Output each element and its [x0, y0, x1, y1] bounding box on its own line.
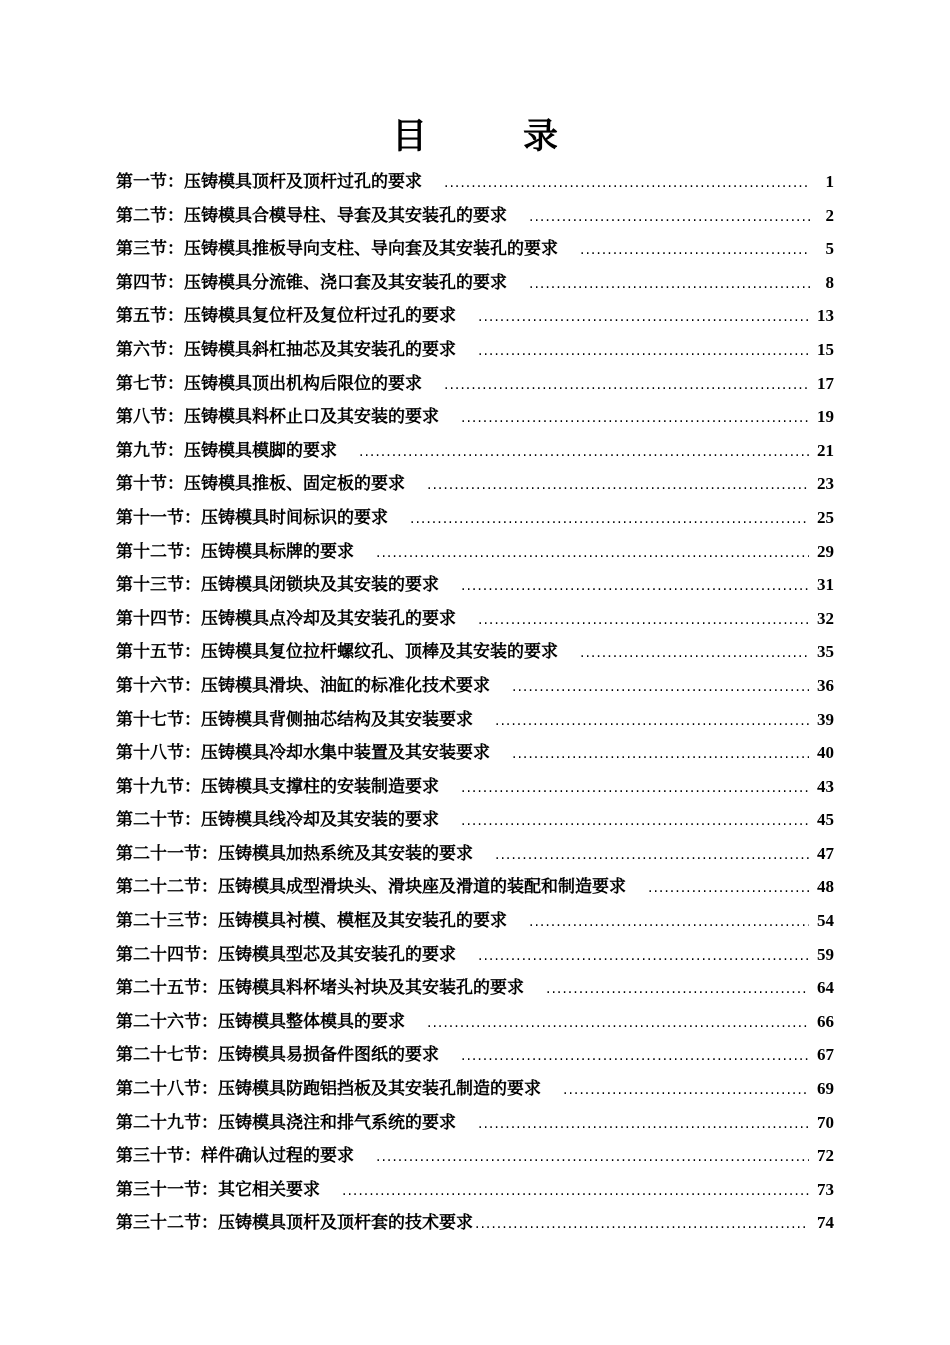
toc-entry[interactable]	[116, 333, 834, 367]
toc-page-number: 29	[817, 541, 834, 561]
toc-dot-leader	[529, 268, 810, 302]
toc-entry[interactable]	[116, 266, 834, 300]
toc-dot-leader	[376, 537, 809, 571]
toc-dot-leader	[563, 1074, 809, 1108]
toc-page-number: 25	[817, 507, 834, 527]
toc-dot-leader	[478, 1108, 809, 1142]
toc-entry[interactable]	[116, 938, 834, 972]
toc-entry[interactable]	[116, 669, 834, 703]
toc-page-number: 67	[817, 1045, 834, 1065]
toc-entry[interactable]	[116, 434, 834, 468]
toc-entry[interactable]	[116, 199, 834, 233]
toc-entry[interactable]	[116, 501, 834, 535]
toc-entry[interactable]	[116, 1005, 834, 1039]
toc-page-number: 8	[825, 272, 834, 292]
toc-entry[interactable]	[116, 299, 834, 333]
toc-entry-title: 第十九节：压铸模具支撑柱的安装制造要求	[116, 776, 439, 797]
toc-page-number: 36	[817, 675, 834, 695]
toc-entry-title: 第二节：压铸模具合模导柱、导套及其安装孔的要求	[116, 205, 507, 226]
toc-entry-title: 第二十二节：压铸模具成型滑块头、滑块座及滑道的装配和制造要求	[116, 877, 626, 898]
toc-entry[interactable]	[116, 1072, 834, 1106]
toc-entry-title: 第三十二节：压铸模具顶杆及顶杆套的技术要求	[116, 1213, 473, 1234]
toc-entry-title: 第二十节：压铸模具线冷却及其安装的要求	[116, 810, 439, 831]
toc-page-number: 31	[817, 575, 834, 595]
toc-entry[interactable]	[116, 837, 834, 871]
toc-entry-title: 第七节：压铸模具顶出机构后限位的要求	[116, 373, 422, 394]
toc-entry-title: 第十三节：压铸模具闭锁块及其安装的要求	[116, 575, 439, 596]
toc-entry-title: 第二十七节：压铸模具易损备件图纸的要求	[116, 1045, 439, 1066]
toc-dot-leader	[478, 335, 809, 369]
toc-page-number: 59	[817, 944, 834, 964]
toc-dot-leader	[529, 201, 810, 235]
toc-dot-leader	[410, 503, 809, 537]
toc-entry-title: 第二十四节：压铸模具型芯及其安装孔的要求	[116, 944, 456, 965]
toc-entry-title: 第五节：压铸模具复位杆及复位杆过孔的要求	[116, 306, 456, 327]
toc-page-number: 40	[817, 743, 834, 763]
toc-entry[interactable]	[116, 971, 834, 1005]
toc-dot-leader	[648, 872, 809, 906]
toc-entry-title: 第二十八节：压铸模具防跑铝挡板及其安装孔制造的要求	[116, 1079, 541, 1100]
toc-entry-title: 第十四节：压铸模具点冷却及其安装孔的要求	[116, 608, 456, 629]
toc-entry-title: 第三十节：样件确认过程的要求	[116, 1146, 354, 1167]
toc-entry[interactable]	[116, 602, 834, 636]
toc-entry-title: 第十八节：压铸模具冷却水集中装置及其安装要求	[116, 743, 490, 764]
toc-entry[interactable]	[116, 535, 834, 569]
toc-page-number: 43	[817, 776, 834, 796]
toc-entry-title: 第四节：压铸模具分流锥、浇口套及其安装孔的要求	[116, 272, 507, 293]
toc-entry-title: 第二十九节：压铸模具浇注和排气系统的要求	[116, 1112, 456, 1133]
toc-dot-leader	[546, 973, 809, 1007]
toc-page-number: 73	[817, 1179, 834, 1199]
toc-dot-leader	[478, 301, 809, 335]
toc-dot-leader	[495, 705, 809, 739]
toc-page-number: 15	[817, 339, 834, 359]
toc-dot-leader	[461, 402, 809, 436]
toc-entry[interactable]	[116, 1139, 834, 1173]
toc-dot-leader	[461, 570, 809, 604]
toc-page-number: 39	[817, 709, 834, 729]
toc-page-number: 23	[817, 474, 834, 494]
toc-entry[interactable]	[116, 165, 834, 199]
toc-dot-leader	[512, 738, 809, 772]
toc-dot-leader	[478, 940, 809, 974]
toc-page-number: 1	[825, 172, 834, 191]
toc-entry[interactable]	[116, 400, 834, 434]
toc-dot-leader	[475, 1208, 809, 1242]
toc-entry[interactable]	[116, 635, 834, 669]
toc-page-number: 66	[817, 1011, 834, 1031]
toc-entry[interactable]	[116, 232, 834, 266]
toc-page-number: 19	[817, 407, 834, 427]
toc-page-number: 54	[817, 911, 834, 931]
toc-entry-title: 第九节：压铸模具模脚的要求	[116, 440, 337, 461]
toc-dot-leader	[359, 436, 809, 470]
toc-entry[interactable]	[116, 568, 834, 602]
toc-dot-leader	[427, 469, 809, 503]
toc-entry[interactable]	[116, 1106, 834, 1140]
toc-page-number: 47	[817, 843, 834, 863]
toc-page-number: 64	[817, 978, 834, 998]
toc-entry-title: 第十节：压铸模具推板、固定板的要求	[116, 474, 405, 495]
toc-entry-title: 第十一节：压铸模具时间标识的要求	[116, 507, 388, 528]
toc-entry[interactable]	[116, 770, 834, 804]
toc-page-number: 35	[817, 642, 834, 662]
title-char-right: 录	[523, 116, 559, 157]
toc-page-number: 17	[817, 373, 834, 393]
toc-entry-title: 第十六节：压铸模具滑块、油缸的标准化技术要求	[116, 675, 490, 696]
toc-dot-leader	[444, 167, 810, 201]
toc-entry[interactable]	[116, 1206, 834, 1240]
toc-entry[interactable]	[116, 736, 834, 770]
toc-page-number: 45	[817, 810, 834, 830]
toc-entry-title: 第十五节：压铸模具复位拉杆螺纹孔、顶棒及其安装的要求	[116, 642, 558, 663]
toc-entry-title: 第二十三节：压铸模具衬模、模框及其安装孔的要求	[116, 911, 507, 932]
toc-page-number: 72	[817, 1146, 834, 1166]
toc-page-number: 2	[825, 205, 834, 225]
toc-entry[interactable]	[116, 467, 834, 501]
toc-entry[interactable]	[116, 703, 834, 737]
toc-dot-leader	[495, 839, 809, 873]
toc-dot-leader	[512, 671, 809, 705]
toc-entry-title: 第二十一节：压铸模具加热系统及其安装的要求	[116, 843, 473, 864]
toc-entry[interactable]	[116, 367, 834, 401]
toc-page-number: 32	[817, 608, 834, 628]
toc-page-number: 70	[817, 1112, 834, 1132]
toc-dot-leader	[444, 369, 809, 403]
toc-dot-leader	[461, 805, 809, 839]
toc-page-number: 21	[817, 440, 834, 460]
toc-dot-leader	[376, 1141, 809, 1175]
toc-entry[interactable]	[116, 870, 834, 904]
toc-dot-leader	[580, 637, 809, 671]
toc-entry-title: 第十七节：压铸模具背侧抽芯结构及其安装要求	[116, 709, 473, 730]
toc-page-number: 13	[817, 306, 834, 326]
toc-dot-leader	[427, 1007, 809, 1041]
toc-entry-title: 第二十五节：压铸模具料杯堵头衬块及其安装孔的要求	[116, 978, 524, 999]
toc-entry[interactable]	[116, 904, 834, 938]
toc-entry-title: 第二十六节：压铸模具整体模具的要求	[116, 1011, 405, 1032]
toc-entry-title: 第十二节：压铸模具标牌的要求	[116, 541, 354, 562]
table-of-contents	[116, 165, 834, 1240]
toc-dot-leader	[529, 906, 809, 940]
toc-entry-title: 第一节：压铸模具顶杆及顶杆过孔的要求	[116, 172, 422, 192]
toc-dot-leader	[342, 1175, 809, 1209]
toc-page-number: 74	[817, 1213, 834, 1233]
toc-entry[interactable]	[116, 1038, 834, 1072]
toc-entry-title: 第三节：压铸模具推板导向支柱、导向套及其安装孔的要求	[116, 239, 558, 260]
toc-page-number: 5	[825, 239, 834, 259]
toc-entry-title: 第八节：压铸模具料杯止口及其安装的要求	[116, 407, 439, 428]
title-char-left: 目	[391, 116, 427, 157]
toc-dot-leader	[461, 772, 809, 806]
toc-entry-title: 第六节：压铸模具斜杠抽芯及其安装孔的要求	[116, 339, 456, 360]
toc-page-number: 69	[817, 1079, 834, 1099]
toc-page-number: 48	[817, 877, 834, 897]
toc-entry-title: 第三十一节：其它相关要求	[116, 1179, 320, 1200]
toc-entry[interactable]	[116, 803, 834, 837]
toc-dot-leader	[461, 1040, 809, 1074]
toc-entry[interactable]	[116, 1173, 834, 1207]
toc-dot-leader	[478, 604, 809, 638]
page-title	[0, 112, 950, 162]
toc-dot-leader	[580, 234, 810, 268]
